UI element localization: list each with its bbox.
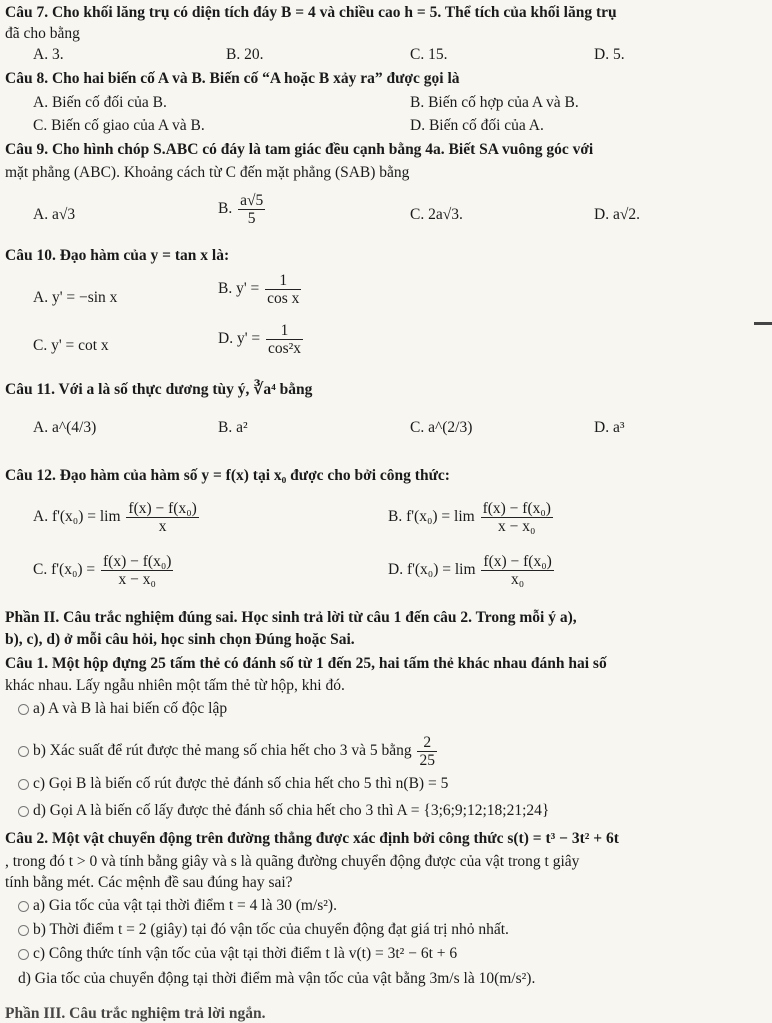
q10-d-numerator: 1 <box>266 322 303 340</box>
q10-option-b-fraction <box>265 272 301 307</box>
q10-option-a: A. y' = −sin x <box>33 289 118 306</box>
answer-circle[interactable] <box>18 806 29 817</box>
q12-d-fraction <box>481 553 553 588</box>
answer-circle[interactable] <box>18 925 29 936</box>
p1-item-d <box>18 801 549 820</box>
q10-option-d <box>218 322 305 357</box>
p2-c-text: c) Công thức tính vận tốc của vật tại thời điểm t là v(t) = 3t² − 6t + 6 <box>33 945 458 962</box>
q7-option-a: A. 3. <box>33 46 64 63</box>
p1-item-c <box>18 774 448 793</box>
q10-option-d-label: D. y' = <box>218 330 261 348</box>
q12-a-denominator: x <box>158 518 167 536</box>
q7-stem-cont: đã cho bằng <box>5 25 80 42</box>
p1-item-b <box>18 734 439 769</box>
q9-b-numerator: a√5 <box>240 192 264 209</box>
q10-option-c: C. y' = cot x <box>33 337 109 354</box>
q7-option-d: D. 5. <box>594 46 625 63</box>
q12-b-fraction <box>481 500 553 535</box>
q11-option-a: A. a^(4/3) <box>33 419 97 436</box>
q8-option-b: B. Biến cố hợp của A và B. <box>410 94 579 111</box>
q10-d-denominator: cos²x <box>267 340 302 358</box>
answer-circle[interactable] <box>18 949 29 960</box>
q8-stem: Câu 8. Cho hai biến cố A và B. Biến cố “A hoặc B xảy ra” được gọi là <box>5 70 460 87</box>
p2-a-text: a) Gia tốc của vật tại thời điểm t = 4 là 30 (m/s²). <box>33 897 337 914</box>
q12-a-numerator: f(x) − f(x₀) <box>128 500 197 517</box>
q9-stem: Câu 9. Cho hình chóp S.ABC có đáy là tam giác đều cạnh bằng 4a. Biết SA vuông góc với <box>5 141 594 158</box>
part3-title-partial: Phần III. Câu trắc nghiệm trả lời ngắn. <box>5 1005 266 1022</box>
p1-stem-cont: khác nhau. Lấy ngẫu nhiên một tấm thẻ từ hộp, khi đó. <box>5 677 345 694</box>
q11-option-b: B. a² <box>218 419 248 436</box>
q7-option-c: C. 15. <box>410 46 448 63</box>
q10-stem: Câu 10. Đạo hàm của y = tan x là: <box>5 247 230 264</box>
p1-b-text: b) Xác suất để rút được thẻ mang số chia hết cho 3 và 5 bằng <box>33 742 412 760</box>
q12-a-fraction <box>126 500 198 535</box>
p2-item-c <box>18 944 457 963</box>
part2-title: Phần II. Câu trắc nghiệm đúng sai. Học sinh trả lời từ câu 1 đến câu 2. Trong mỗi ý a), <box>5 609 577 626</box>
q10-option-b-label: B. y' = <box>218 280 260 298</box>
q12-d-denominator: x₀ <box>511 571 525 589</box>
p2-item-b <box>18 920 509 939</box>
q9-option-c: C. 2a√3. <box>410 206 463 223</box>
p2-item-a <box>18 896 337 915</box>
p1-a-text: a) A và B là hai biến cố độc lập <box>33 700 228 717</box>
q11-option-d: D. a³ <box>594 419 625 436</box>
p1-b-fraction <box>417 734 437 769</box>
q10-b-numerator: 1 <box>265 272 301 290</box>
part2-title-cont: b), c), d) ở mỗi câu hỏi, học sinh chọn Đúng hoặc Sai. <box>5 631 355 648</box>
q12-c-fraction <box>101 553 173 588</box>
q12-stem: Câu 12. Đạo hàm của hàm số y = f(x) tại x₀ được cho bởi công thức: <box>5 467 450 484</box>
answer-circle[interactable] <box>18 901 29 912</box>
q8-option-d: D. Biến cố đối của A. <box>410 117 544 134</box>
p2-stem-cont: , trong đó t > 0 và tính bằng giây và s là quãng đường chuyển động được của vật trong t giây <box>5 853 580 870</box>
q9-option-a: A. a√3 <box>33 206 76 223</box>
q10-b-denominator: cos x <box>267 290 300 308</box>
p2-item-d <box>18 969 535 988</box>
p1-item-a <box>18 699 227 718</box>
q11-option-c: C. a^(2/3) <box>410 419 473 436</box>
q12-option-a <box>33 500 201 535</box>
p2-d-text: d) Gia tốc của chuyển động tại thời điểm mà vận tốc của vật bằng 3m/s là 10(m/s²). <box>18 970 536 987</box>
q12-b-numerator: f(x) − f(x₀) <box>482 500 551 517</box>
q9-stem-cont: mặt phẳng (ABC). Khoảng cách từ C đến mặt phẳng (SAB) bằng <box>5 164 410 181</box>
q9-b-denominator: 5 <box>247 210 256 228</box>
q12-option-d <box>388 553 556 588</box>
answer-circle[interactable] <box>18 746 29 757</box>
q12-b-label: B. f'(x₀) = lim <box>388 508 475 526</box>
answer-circle[interactable] <box>18 779 29 790</box>
q12-a-label: A. f'(x₀) = lim <box>33 508 121 526</box>
q12-c-label: C. f'(x₀) = <box>33 561 96 579</box>
p2-stem: Câu 2. Một vật chuyển động trên đường thẳng được xác định bởi công thức s(t) = t³ − 3t² + 6t <box>5 830 619 847</box>
q11-stem: Câu 11. Với a là số thực dương tùy ý, ∛a⁴ bằng <box>5 381 313 398</box>
q8-option-a: A. Biến cố đối của B. <box>33 94 167 111</box>
q8-option-c: C. Biến cố giao của A và B. <box>33 117 205 134</box>
answer-circle[interactable] <box>18 704 29 715</box>
q9-option-b <box>218 192 267 227</box>
q9-option-d: D. a√2. <box>594 206 640 223</box>
q7-stem: Câu 7. Cho khối lăng trụ có diện tích đáy B = 4 và chiều cao h = 5. Thể tích của khối lăng trụ <box>5 4 617 21</box>
p2-stem-cont2: tính bằng mét. Các mệnh đề sau đúng hay sai? <box>5 874 293 891</box>
p2-b-text: b) Thời điểm t = 2 (giây) tại đó vận tốc của chuyển động đạt giá trị nhỏ nhất. <box>33 921 509 938</box>
q12-option-c <box>33 553 175 588</box>
q9-option-b-fraction <box>238 192 265 227</box>
edge-mark <box>754 322 772 325</box>
q12-c-numerator: f(x) − f(x₀) <box>103 553 172 570</box>
p1-d-text: d) Gọi A là biến cố lấy được thẻ đánh số chia hết cho 3 thì A = {3;6;9;12;18;21;24} <box>33 802 550 819</box>
p1-stem: Câu 1. Một hộp đựng 25 tấm thẻ có đánh số từ 1 đến 25, hai tấm thẻ khác nhau đánh hai số <box>5 655 607 672</box>
q12-d-numerator: f(x) − f(x₀) <box>483 553 552 570</box>
p1-b-denominator: 25 <box>419 752 435 770</box>
q12-option-b <box>388 500 555 535</box>
q7-option-b: B. 20. <box>226 46 264 63</box>
q12-c-denominator: x − x₀ <box>118 571 156 589</box>
q9-option-b-label: B. <box>218 200 233 218</box>
p1-b-numerator: 2 <box>417 734 437 752</box>
q12-d-label: D. f'(x₀) = lim <box>388 561 476 579</box>
p1-c-text: c) Gọi B là biến cố rút được thẻ đánh số chia hết cho 5 thì n(B) = 5 <box>33 775 449 792</box>
q10-option-b <box>218 272 303 307</box>
q10-option-d-fraction <box>266 322 303 357</box>
q12-b-denominator: x − x₀ <box>498 518 536 536</box>
